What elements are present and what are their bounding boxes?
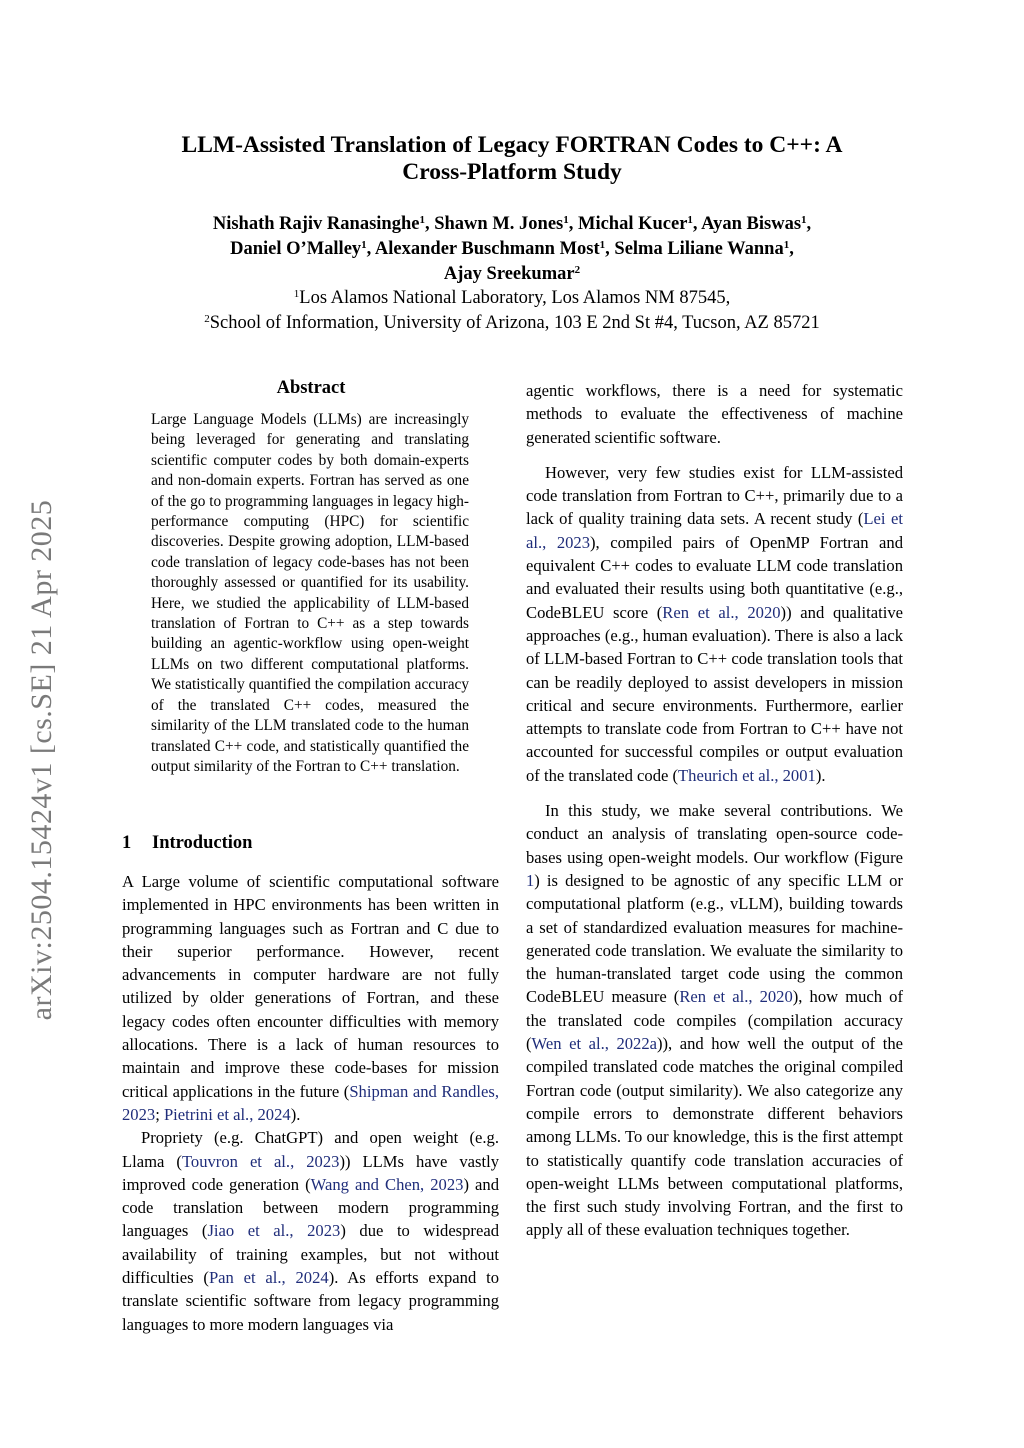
affil-mark: 1 xyxy=(293,288,300,300)
body-text: ). As efforts expand to translate scientific software from legacy programming languages to more modern languages via xyxy=(122,1268,499,1334)
right-paragraph-1: agentic workflows, there is a need for systematic methods to evaluate the effectiveness of machine generated scientific software. xyxy=(526,381,903,447)
author-affil-mark: 1 xyxy=(361,239,367,251)
citation-link[interactable]: Ren et al., 2020 xyxy=(679,987,793,1007)
citation-link[interactable]: Jiao et al., 2023 xyxy=(207,1221,341,1241)
body-text: )) LLMs have vastly improved code generation ( xyxy=(122,1151,499,1194)
intro-paragraph-1 xyxy=(122,870,499,1126)
body-text: ). xyxy=(815,765,826,785)
author-affil-mark: 1 xyxy=(599,239,606,251)
author-name: , Alexander Buschmann Most xyxy=(366,239,600,259)
paper-title xyxy=(122,132,902,186)
author-name: , Michal Kucer xyxy=(568,214,688,234)
author-line-2 xyxy=(122,237,902,262)
author-separator: , xyxy=(789,239,794,259)
affiliation-1 xyxy=(122,286,902,311)
section-heading-introduction xyxy=(122,833,252,854)
figure-ref-link[interactable]: 1 xyxy=(526,870,535,890)
author-name: , Shawn M. Jones xyxy=(424,214,564,234)
left-column-body xyxy=(122,870,499,1336)
author-name: , Selma Liliane Wanna xyxy=(605,239,784,259)
author-separator: , xyxy=(806,214,812,234)
affiliation-text: School of Information, University of Arizona, 103 E 2nd St #4, Tucson, AZ 85721 xyxy=(209,313,820,333)
author-name: Ajay Sreekumar xyxy=(443,264,575,284)
citation-link[interactable]: Pietrini et al., 2024 xyxy=(163,1104,291,1124)
title-line-1: LLM-Assisted Translation of Legacy FORTRAN Codes to C++: A xyxy=(181,132,843,158)
citation-link[interactable]: Wen et al., 2022a xyxy=(531,1034,657,1054)
body-text: )), and how well the output of the compiled translated code matches the original compiled Fortran code (output similarity). We also categorize any compile errors to demonstrate different behaviors among LLMs. To our knowledge, this is the first attempt to statistically quantify code translation accuracies of open-weight LLMs between computational platforms, the first such study involving Fortran, and the first to apply all of these evaluation techniques together. xyxy=(526,1034,903,1240)
author-list xyxy=(122,212,902,287)
body-text: ) is designed to be agnostic of any specific LLM or computational platform (e.g., vLLM), building towards a set of standardized evaluation measures for machine-generated code translation. We evaluate the similarity to the human-translated target code using the common CodeBLEU measure ( xyxy=(526,870,903,1007)
body-text: ). xyxy=(290,1104,301,1124)
right-paragraph-3 xyxy=(526,799,903,1242)
body-text: ; xyxy=(155,1104,164,1124)
author-name: Nishath Rajiv Ranasinghe xyxy=(212,214,420,234)
affiliation-text: Los Alamos National Laboratory, Los Alamos NM 87545, xyxy=(299,288,731,308)
author-affil-mark: 1 xyxy=(801,214,807,226)
body-text: ) and code translation between modern programming languages ( xyxy=(122,1174,499,1241)
author-name: , Ayan Biswas xyxy=(692,214,802,234)
author-affil-mark: 1 xyxy=(419,214,425,226)
body-text: ) due to widespread availability of training examples, but not without difficulties ( xyxy=(122,1221,499,1288)
section-number: 1 xyxy=(122,833,132,853)
author-affil-mark: 1 xyxy=(783,239,790,251)
citation-link[interactable]: Pan et al., 2024 xyxy=(208,1268,329,1288)
affiliation-2 xyxy=(122,311,902,336)
citation-link[interactable]: Shipman and Randles, 2023 xyxy=(122,1081,499,1124)
body-text: Propriety (e.g. ChatGPT) and open weight (e.g. Llama ( xyxy=(122,1128,499,1171)
citation-link[interactable]: Touvron et al., 2023 xyxy=(181,1151,340,1171)
body-text: However, very few studies exist for LLM-assisted code translation from Fortran to C++, primarily due to a lack of quality training data sets. A recent study ( xyxy=(526,462,903,529)
abstract-text: Large Language Models (LLMs) are increasingly being leveraged for generating and translating scientific computer codes by both domain-experts and non-domain experts. Fortran has served as one of the go to programming languages in legacy high-performance computing (HPC) for scientific discoveries. Despite growing adoption, LLM-based code translation of legacy code-bases has not been thoroughly assessed or quantified for its usability. Here, we studied the applicability of LLM-based translation of Fortran to C++ as a step towards building an agentic-workflow using open-weight LLMs on two different computational platforms. We statistically quantified the compilation accuracy of the translated C++ codes, measured the similarity of the LLM translated code to the human translated C++ code, and statistically quantified the output similarity of the Fortran to C++ translation. xyxy=(151,411,469,775)
author-affil-mark: 2 xyxy=(574,264,581,276)
body-text: )) and qualitative approaches (e.g., human evaluation). There is also a lack of LLM-based Fortran to C++ code translation tools that can be readily deployed to assist developers in mission critical and secure environments. Furthermore, earlier attempts to translate code from Fortran to C++ have not accounted for successful compiles or output evaluation of the translated code ( xyxy=(526,602,903,785)
affil-mark: 2 xyxy=(204,313,210,325)
citation-link[interactable]: Lei et al., 2023 xyxy=(526,509,903,552)
title-line-2: Cross-Platform Study xyxy=(402,159,622,185)
body-text: ), compiled pairs of OpenMP Fortran and equivalent C++ codes to evaluate LLM code translation and evaluated their results using both quantitative (e.g., CodeBLEU score ( xyxy=(526,532,904,622)
right-paragraph-2 xyxy=(526,461,903,787)
body-text: In this study, we make several contributions. We conduct an analysis of translating open-source code-bases using open-weight models. Our workflow (Figure xyxy=(526,801,903,867)
citation-link[interactable]: Theurich et al., 2001 xyxy=(678,765,816,785)
body-text: A Large volume of scientific computational software implemented in HPC environments has been written in programming languages such as Fortran and C due to their superior performance. However, recent advancements in computer hardware are not fully utilized by older generations of Fortran, and these legacy codes often encounter difficulties with memory allocations. There is a lack of human resources to maintain and improve these code-bases for mission critical applications in the future ( xyxy=(122,872,499,1101)
arxiv-id: arXiv:2504.15424v1 [cs.SE] 21 Apr 2025 xyxy=(25,499,58,1021)
citation-link[interactable]: Ren et al., 2020 xyxy=(662,602,781,622)
author-affil-mark: 1 xyxy=(563,214,569,226)
abstract-heading: Abstract xyxy=(276,378,346,398)
author-name: Daniel O’Malley xyxy=(230,239,362,259)
author-affil-mark: 1 xyxy=(687,214,693,226)
author-line-3 xyxy=(122,262,902,287)
citation-link[interactable]: Wang and Chen, 2023 xyxy=(310,1174,464,1194)
intro-paragraph-2 xyxy=(122,1126,499,1336)
author-line-1 xyxy=(122,212,902,237)
right-column-body xyxy=(526,379,903,1242)
section-title: Introduction xyxy=(152,833,253,853)
affiliations xyxy=(122,286,902,336)
body-text: ), how much of the translated code compiles (compilation accuracy ( xyxy=(526,987,903,1054)
